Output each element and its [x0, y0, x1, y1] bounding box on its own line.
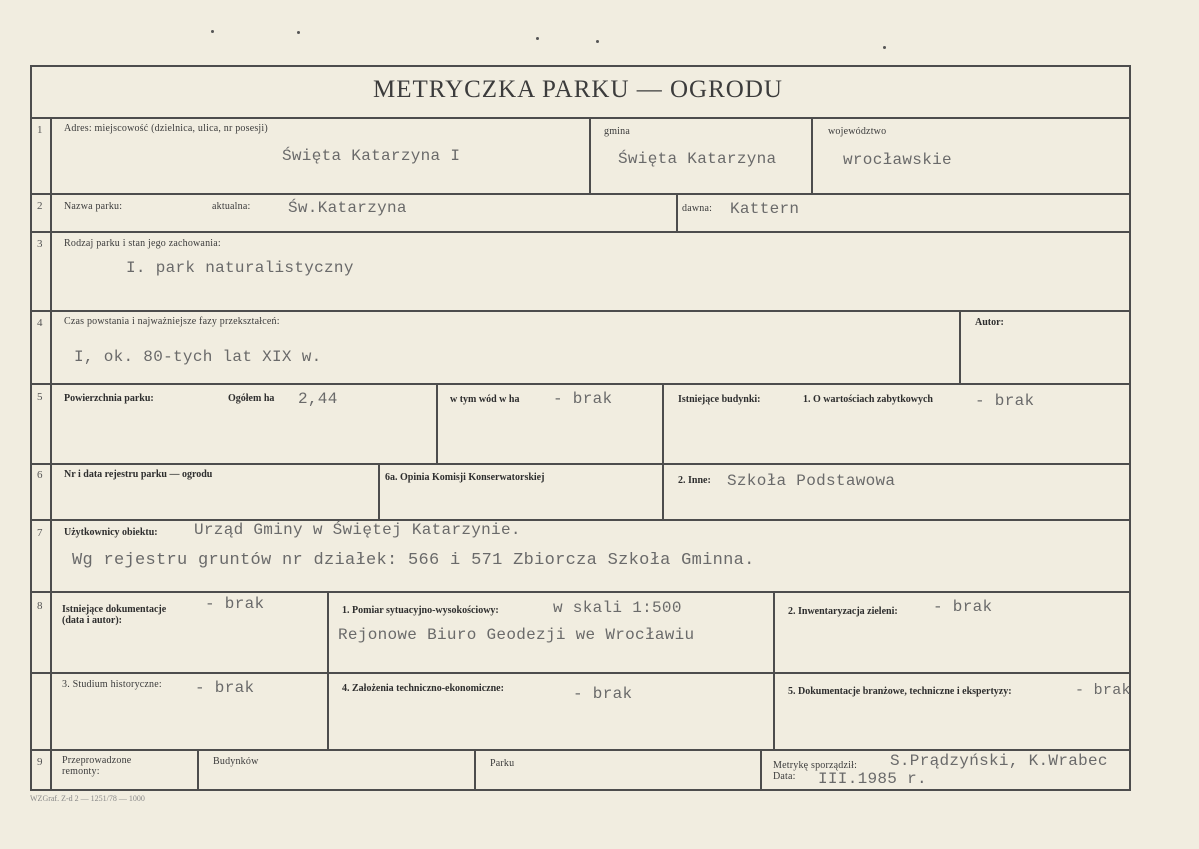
frame-top: [30, 65, 1131, 67]
row-number: 6: [37, 469, 43, 481]
row-number: 2: [37, 200, 43, 212]
ink-dot: [883, 46, 886, 49]
voivodeship-value: wrocławskie: [843, 151, 952, 169]
row-number: 4: [37, 317, 43, 329]
opinion-label: 6a. Opinia Komisji Konserwatorskiej: [385, 472, 545, 483]
row-number: 1: [37, 124, 43, 136]
documentation-label: Istniejące dokumentacje: [62, 604, 167, 615]
col-divider: [327, 591, 329, 750]
ink-dot: [596, 40, 599, 43]
row-number: 5: [37, 391, 43, 403]
row-number: 3: [37, 238, 43, 250]
current-name-label: aktualna:: [212, 201, 251, 212]
ink-dot: [536, 37, 539, 40]
park-type-label: Rodzaj parku i stan jego zachowania:: [64, 238, 221, 249]
col-divider: [760, 749, 762, 790]
row-separator: [30, 383, 1131, 385]
number-column-divider: [50, 117, 52, 790]
made-by-label: Metrykę sporządził:: [773, 760, 858, 771]
inventory-value: - brak: [933, 598, 993, 616]
address-label: Adres: miejscowość (dzielnica, ulica, nr posesji): [64, 123, 268, 134]
former-name-value: Kattern: [730, 200, 800, 218]
col-divider: [197, 749, 199, 790]
gmina-value: Święta Katarzyna: [618, 150, 777, 168]
row-number: 9: [37, 756, 43, 768]
land-register-value: Wg rejestru gruntów nr działek: 566 i 571 Zbiorcza Szkoła Gminna.: [72, 551, 755, 570]
voivodeship-label: województwo: [828, 126, 887, 137]
park-area-label: Powierzchnia parku:: [64, 393, 154, 404]
park-name-label: Nazwa parku:: [64, 201, 123, 212]
other-buildings-value: Szkoła Podstawowa: [727, 472, 896, 490]
print-footer: WZGraf. Z-d 2 — 1251/78 — 1000: [30, 794, 145, 803]
col-divider: [474, 749, 476, 790]
form-title: METRYCZKA PARKU — OGRODU: [373, 76, 783, 103]
row-number: 8: [37, 600, 43, 612]
address-value: Święta Katarzyna I: [282, 147, 461, 165]
repairs-label: Przeprowadzone: [62, 755, 132, 766]
creation-time-label: Czas powstania i najważniejsze fazy przekształceń:: [64, 316, 280, 327]
users-value: Urząd Gminy w Świętej Katarzynie.: [194, 521, 521, 539]
col-divider: [676, 193, 678, 232]
col-divider: [811, 117, 813, 194]
row-separator: [30, 117, 1131, 119]
inventory-label: 2. Inwentaryzacja zieleni:: [788, 606, 898, 617]
tech-economic-label: 4. Założenia techniczno-ekonomiczne:: [342, 683, 504, 694]
row-separator: [30, 749, 1131, 751]
col-divider: [773, 591, 775, 750]
heritage-buildings-value: - brak: [975, 392, 1035, 410]
users-label: Użytkownicy obiektu:: [64, 527, 158, 538]
row-separator: [30, 231, 1131, 233]
park-type-value: I. park naturalistyczny: [126, 259, 354, 277]
total-area-value: 2,44: [298, 390, 338, 408]
gmina-label: gmina: [604, 126, 630, 137]
row-separator: [30, 672, 1131, 674]
col-divider: [378, 463, 380, 520]
row-separator: [30, 310, 1131, 312]
other-buildings-label: 2. Inne:: [678, 475, 711, 486]
col-divider: [589, 117, 591, 194]
documentation-label-2: (data i autor):: [62, 615, 122, 626]
survey-office-value: Rejonowe Biuro Geodezji we Wrocławiu: [338, 626, 695, 644]
date-value: III.1985 r.: [818, 770, 927, 788]
col-divider: [436, 383, 438, 464]
tech-economic-value: - brak: [573, 685, 633, 703]
creation-time-value: I, ok. 80-tych lat XIX w.: [74, 348, 322, 366]
ink-dot: [211, 30, 214, 33]
col-divider: [662, 383, 664, 520]
row-number: 7: [37, 527, 43, 539]
park-repairs-label: Parku: [490, 758, 515, 769]
buildings-repairs-label: Budynków: [213, 756, 259, 767]
date-label: Data:: [773, 771, 796, 782]
history-study-value: - brak: [195, 679, 255, 697]
author-label: Autor:: [975, 317, 1004, 328]
register-label: Nr i data rejestru parku — ogrodu: [64, 469, 213, 480]
heritage-buildings-label: 1. O wartościach zabytkowych: [803, 394, 933, 405]
repairs-label-2: remonty:: [62, 766, 100, 777]
survey-label: 1. Pomiar sytuacyjno-wysokościowy:: [342, 605, 499, 616]
water-area-value: - brak: [553, 390, 613, 408]
made-by-value: S.Prądzyński, K.Wrabec: [890, 752, 1108, 770]
current-name-value: Św.Katarzyna: [288, 199, 407, 217]
frame-left: [30, 65, 32, 791]
water-area-label: w tym wód w ha: [450, 394, 520, 405]
frame-bottom: [30, 789, 1131, 791]
row-separator: [30, 193, 1131, 195]
branch-docs-value: - brak: [1075, 682, 1131, 699]
survey-scale-value: w skali 1:500: [553, 599, 682, 617]
col-divider: [959, 310, 961, 384]
row-separator: [30, 591, 1131, 593]
total-area-label: Ogółem ha: [228, 393, 275, 404]
branch-docs-label: 5. Dokumentacje branżowe, techniczne i ekspertyzy:: [788, 686, 1012, 697]
ink-dot: [297, 31, 300, 34]
existing-buildings-label: Istniejące budynki:: [678, 394, 761, 405]
former-name-label: dawna:: [682, 203, 713, 214]
row-separator: [30, 463, 1131, 465]
history-study-label: 3. Studium historyczne:: [62, 679, 162, 690]
documentation-value: - brak: [205, 595, 265, 613]
